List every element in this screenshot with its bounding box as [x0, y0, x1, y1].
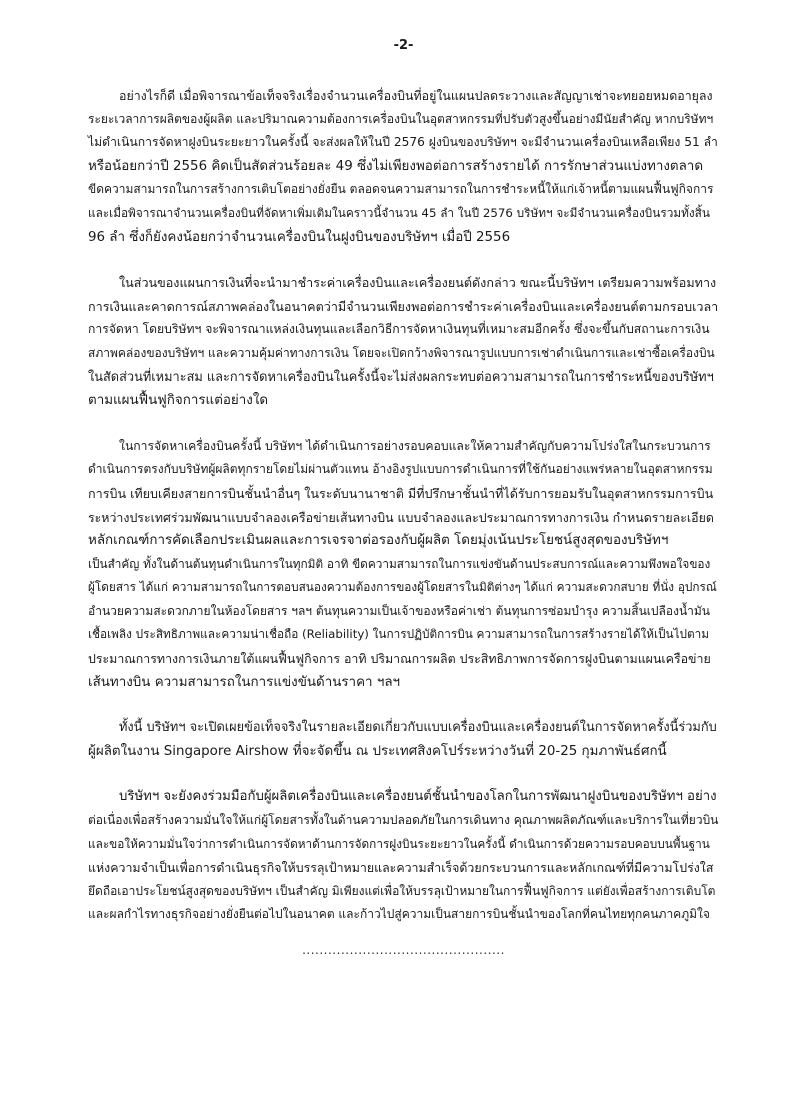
text-line: หลักเกณฑ์การคัดเลือกประเมินผลและการเจรจาต่อรองกับผู้ผลิต โดยมุ่งเน้นประโยชน์สูงสุดของบริษัทฯ — [88, 533, 669, 549]
text-line: การจัดหา โดยบริษัทฯ จะพิจารณาแหล่งเงินทุนและเลือกวิธีการจัดหาเงินทุนที่เหมาะสมอีกครั้ง ซึ่งจะขึ้นกับสถานะการเงิน — [88, 322, 710, 337]
text-line: ไม่ดำเนินการจัดหาฝูงบินระยะยาวในครั้งนี้ จะส่งผลให้ในปี 2576 ฝูงบินของบริษัทฯ จะมีจำนวนเครื่องบินเหลือเพียง 51 ลำ — [88, 135, 718, 150]
text-line: เส้นทางบิน ความสามารถในการแข่งขันด้านราคา ฯลฯ — [88, 674, 401, 690]
text-line: สภาพคล่องของบริษัทฯ และความคุ้มค่าทางการเงิน โดยจะเปิดกว้างพิจารณารูปแบบการเช่าดำเนินการและเช่าซื้อเครื่องบิน — [88, 345, 715, 360]
text-line: เชื้อเพลิง ประสิทธิภาพและความน่าเชื่อถือ (Reliability) ในการปฏิบัติการบิน ความสามารถในการสร้างรายได้ให้เป็นไปตาม — [88, 627, 710, 642]
text-line: ทั้งนี้ บริษัทฯ จะเปิดเผยข้อเท็จจริงในรายละเอียดเกี่ยวกับแบบเครื่องบินและเครื่องยนต์ในการจัดหาครั้งนี้ร่วมกับ — [119, 720, 717, 736]
text-line: อย่างไรก็ดี เมื่อพิจารณาข้อเท็จจริงเรื่องจำนวนเครื่องบินที่อยู่ในแผนปลดระวางและสัญญาเช่าจะทยอยหมดอายุลง — [119, 88, 713, 103]
text-line: ประมาณการทางการเงินภายใต้แผนฟื้นฟูกิจการ อาทิ ปริมาณการผลิต ประสิทธิภาพการจัดการฝูงบินตามแผนเครือข่าย — [88, 651, 711, 667]
text-line: ในส่วนของแผนการเงินที่จะนำมาชำระค่าเครื่องบินและเครื่องยนต์ดังกล่าว ขณะนี้บริษัทฯ เตรียมความพร้อมทาง — [119, 275, 717, 291]
text-line: และผลกำไรทางธุรกิจอย่างยั่งยืนต่อไปในอนาคต และก้าวไปสู่ความเป็นสายการบินชั้นนำของโลกที่คนไทยทุกคนภาคภูมิใจ — [88, 907, 710, 922]
text-line: และเมื่อพิจารณาจำนวนเครื่องบินที่จัดหาเพิ่มเติมในคราวนี้จำนวน 45 ลำ ในปี 2576 บริษัทฯ จะมีจำนวนเครื่องบินรวมทั้งสิ้น — [88, 205, 710, 220]
text-line: เป็นสำคัญ ทั้งในด้านต้นทุนดำเนินการในทุกมิติ อาทิ ขีดความสามารถในการแข่งขันด้านประสบการณ์และความพึงพอใจของ — [88, 556, 711, 571]
text-line: ในการจัดหาเครื่องบินครั้งนี้ บริษัทฯ ได้ดำเนินการอย่างรอบคอบและให้ความสำคัญกับความโปร่งใสในกระบวนการ — [119, 438, 711, 453]
text-line: ต่อเนื่องเพื่อสร้างความมั่นใจให้แก่ผู้โดยสารทั้งในด้านความปลอดภัยในการเดินทาง คุณภาพผลิตภัณฑ์และบริการในเที่ยวบิน — [88, 813, 719, 828]
paragraph — [88, 785, 719, 927]
text-line: ขีดความสามารถในการสร้างการเติบโตอย่างยั่งยืน ตลอดจนความสามารถในการชำระหนี้ให้แก่เจ้าหนี้ตามแผนฟื้นฟูกิจการ — [88, 182, 714, 197]
document-body — [88, 84, 719, 927]
paragraph — [88, 716, 719, 763]
paragraph — [88, 84, 719, 249]
text-line: การบิน เทียบเคียงสายการบินชั้นนำอื่นๆ ในระดับนานาชาติ มีที่ปรึกษาชั้นนำที่ได้รับการยอมรับในอุตสาหกรรมการบิน — [88, 485, 714, 501]
text-line: ดำเนินการตรงกับบริษัทผู้ผลิตทุกรายโดยไม่ผ่านตัวแทน อ้างอิงรูปแบบการดำเนินการที่ใช้กันอย่างแพร่หลายในอุตสาหกรรม — [88, 462, 713, 477]
paragraph — [88, 271, 719, 413]
text-line: ระหว่างประเทศร่วมพัฒนาแบบจำลองเครือข่ายเส้นทางบิน แบบจำลองและประมาณการทางการเงิน กำหนดรายละเอียด — [88, 509, 714, 525]
text-line: การเงินและคาดการณ์สภาพคล่องในอนาคตว่ามีจำนวนเพียงพอต่อการชำระค่าเครื่องบินและเครื่องยนต์ตามกรอบเวลา — [88, 298, 719, 314]
text-line: 96 ลำ ซึ่งก็ยังคงน้อยกว่าจำนวนเครื่องบินในฝูงบินของบริษัทฯ เมื่อปี 2556 — [88, 229, 511, 245]
page-number: -2- — [393, 38, 414, 53]
text-line: หรือน้อยกว่าปี 2556 คิดเป็นสัดส่วนร้อยละ 49 ซึ่งไม่เพียงพอต่อการสร้างรายได้ การรักษาส่วนแบ่งทางตลาด — [88, 158, 704, 174]
text-line: ระยะเวลาการผลิตของผู้ผลิต และปริมาณความต้องการเครื่องบินในอุตสาหกรรมที่ปรับตัวสูงขึ้นอย่างมีนัยสำคัญ หากบริษัทฯ — [88, 111, 714, 126]
text-line: อำนวยความสะดวกภายในห้องโดยสาร ฯลฯ ต้นทุนความเป็นเจ้าของหรือค่าเช่า ต้นทุนการซ่อมบำรุง ความสิ้นเปลืองน้ำมัน — [88, 603, 710, 618]
text-line: ผู้ผลิตในงาน Singapore Airshow ที่จะจัดขึ้น ณ ประเทศสิงคโปร์ระหว่างวันที่ 20-25 กุมภาพันธ์ศกนี้ — [88, 743, 667, 759]
text-line: ตามแผนฟื้นฟูกิจการแต่อย่างใด — [88, 393, 269, 409]
text-line: ยึดถือเอาประโยชน์สูงสุดของบริษัทฯ เป็นสำคัญ มิเพียงแต่เพื่อให้บรรลุเป้าหมายในการฟื้นฟูกิจการ แต่ยังเพื่อสร้างการเติบโต — [88, 883, 716, 898]
text-line: และขอให้ความมั่นใจว่าการดำเนินการจัดหาด้านการจัดการฝูงบินระยะยาวในครั้งนี้ ดำเนินการด้วยความรอบคอบบนพื้นฐาน — [88, 836, 710, 851]
closing-dotted-line: ............................................... — [302, 943, 505, 957]
text-line: แห่งความจำเป็นเพื่อการดำเนินธุรกิจให้บรรลุเป้าหมายและความสำเร็จด้วยกระบวนการและหลักเกณฑ์ที่มีความโปร่งใส — [88, 860, 714, 876]
text-line: บริษัทฯ จะยังคงร่วมมือกับผู้ผลิตเครื่องบินและเครื่องยนต์ชั้นนำของโลกในการพัฒนาฝูงบินของบริษัทฯ อย่าง — [119, 789, 717, 805]
paragraph — [88, 435, 719, 695]
text-line: ในสัดส่วนที่เหมาะสม และการจัดหาเครื่องบินในครั้งนี้จะไม่ส่งผลกระทบต่อความสามารถในการชำระหนี้ของบริษัทฯ — [88, 369, 714, 385]
text-line: ผู้โดยสาร ได้แก่ ความสามารถในการตอบสนองความต้องการของผู้โดยสารในมิติต่างๆ ได้แก่ ความสะดวกสบาย ที่นั่ง อุปกรณ์ — [88, 580, 717, 595]
